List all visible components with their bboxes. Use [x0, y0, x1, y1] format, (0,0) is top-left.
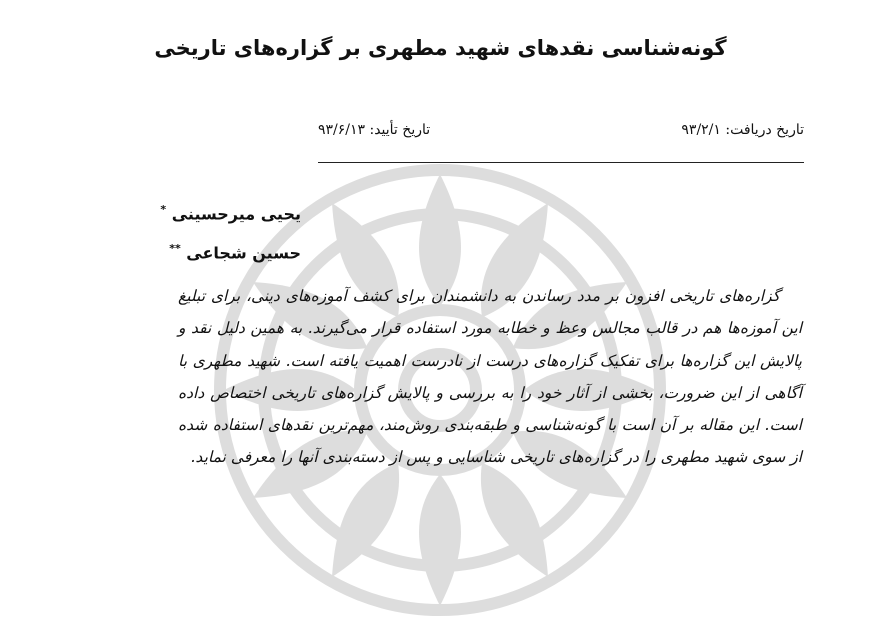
abstract: گزاره‌های تاریخی افزون بر مدد رساندن به دانشمندان برای کشف آموزه‌های دینی، برای تبلیغ این آموزه‌ها هم در قالب مجالس وعظ و خطابه مورد استفاده قرار می‌گیرند. به همین دلیل نقد و پالایش این گزاره‌ها برای تفکیک گزاره‌های درست از نادرست اهمیت یافته است. شهید مطهری با آگاهی از این ضرورت، بخشی از آثار خود را به بررسی و پالایش گزاره‌های تاریخی اختصاص داده است. این مقاله بر آن است با گونه‌شناسی و طبقه‌بندی روش‌مند، مهم‌ترین نقدهای استفاده شده از سوی شهید مطهری را در گزاره‌های تاریخی شناسایی و پس از دسته‌بندی آنها را معرفی نماید.	[178, 287, 802, 467]
article-title: گونه‌شناسی نقدهای شهید مطهری بر گزاره‌های تاریخی	[154, 36, 727, 60]
approved-date: تاریخ تأیید: ۹۳/۶/۱۳	[318, 122, 431, 138]
author-2-name: حسین شجاعی	[186, 243, 301, 263]
dates-row	[318, 122, 804, 163]
author-2-mark: **	[169, 242, 181, 255]
author-1	[160, 203, 301, 223]
received-date: تاریخ دریافت: ۹۳/۲/۱	[681, 122, 804, 138]
author-1-mark: *	[160, 203, 167, 216]
author-2	[169, 242, 301, 262]
author-1-name: یحیی میرحسینی	[171, 204, 301, 224]
